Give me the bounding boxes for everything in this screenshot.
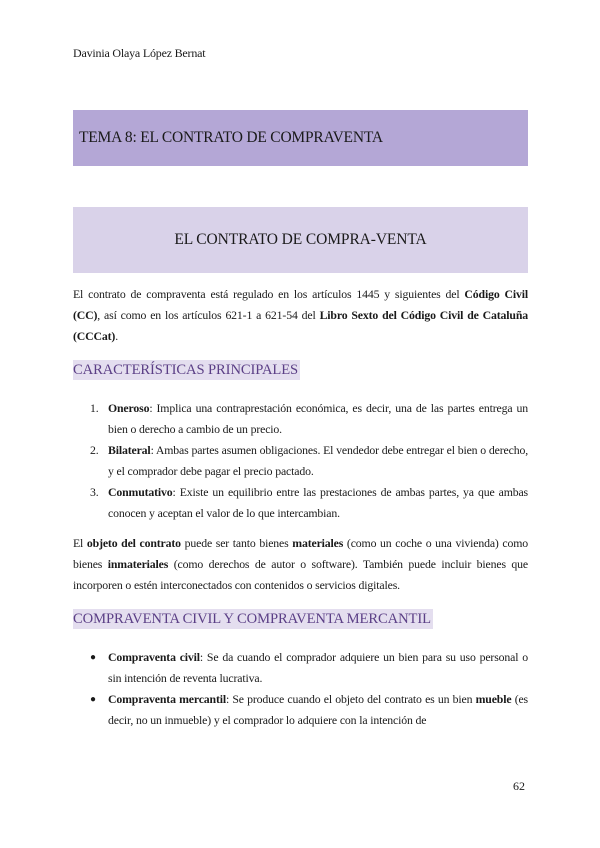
author-name: Davinia Olaya López Bernat (73, 46, 206, 60)
list-text: : Implica una contraprestación económica, es decir, una de las partes entrega un bien o derecho a cambio de un precio. (108, 401, 528, 436)
bullet-icon: ● (90, 652, 96, 663)
object-paragraph (73, 533, 528, 596)
object-bold: materiales (292, 536, 344, 550)
characteristics-heading: CARACTERÍSTICAS PRINCIPALES (73, 362, 299, 378)
compraventa-types-list (90, 647, 528, 731)
object-text: (como un coche o una vivienda) como bienes (73, 536, 529, 571)
object-bold: objeto del contrato (86, 536, 181, 550)
chapter-title-banner (73, 110, 528, 166)
chapter-title: TEMA 8: EL CONTRATO DE COMPRAVENTA (79, 129, 383, 146)
page-number: 62 (513, 779, 525, 793)
intro-paragraph (73, 284, 528, 347)
list-term: Compraventa civil (108, 650, 200, 664)
intro-text: El contrato de compraventa está regulado en los artículos 1445 y siguientes del (73, 287, 465, 301)
list-term: Bilateral (108, 443, 151, 457)
intro-text: , así como en los artículos 621-1 a 621-54 del (97, 308, 320, 322)
object-text: (como derechos de autor o software). También puede incluir bienes que incorporen o estén interconectados con contenidos o servicios digitales. (73, 557, 528, 592)
section-title: EL CONTRATO DE COMPRA-VENTA (174, 231, 427, 248)
list-term: Oneroso (108, 401, 150, 415)
object-bold: inmateriales (107, 557, 169, 571)
list-item (90, 440, 528, 482)
list-item (90, 647, 528, 689)
intro-text: . (115, 329, 119, 343)
list-number: 2. (90, 443, 99, 457)
list-item (90, 689, 528, 731)
bullet-icon: ● (90, 694, 96, 705)
list-text: (es decir, no un inmueble) y el comprador lo adquiere con la intención de (108, 692, 528, 727)
characteristics-list (90, 398, 528, 524)
list-number: 1. (90, 401, 99, 415)
intro-bold-cccat: Libro Sexto del Código Civil de Cataluña (CCCat) (73, 308, 528, 343)
intro-bold-cc: Código Civil (CC) (73, 287, 529, 322)
list-term: Compraventa mercantil (108, 692, 226, 706)
list-item (90, 482, 528, 524)
list-item (90, 398, 528, 440)
civil-mercantil-heading: COMPRAVENTA CIVIL Y COMPRAVENTA MERCANTIL (73, 611, 431, 627)
list-number: 3. (90, 485, 99, 499)
list-text: : Existe un equilibrio entre las prestaciones de ambas partes, ya que ambas conocen y aceptan el valor de lo que intercambian. (108, 485, 528, 520)
section-title-banner (73, 207, 528, 273)
list-bold: mueble (475, 692, 512, 706)
object-text: puede ser tanto bienes (180, 536, 293, 550)
list-text: : Ambas partes asumen obligaciones. El vendedor debe entregar el bien o derecho, y el comprador debe pagar el precio pactado. (108, 443, 528, 478)
list-term: Conmutativo (108, 485, 173, 499)
object-text: El (73, 536, 87, 550)
list-text: : Se da cuando el comprador adquiere un bien para su uso personal o sin intención de reventa lucrativa. (108, 650, 528, 685)
list-text: : Se produce cuando el objeto del contrato es un bien (226, 692, 476, 706)
